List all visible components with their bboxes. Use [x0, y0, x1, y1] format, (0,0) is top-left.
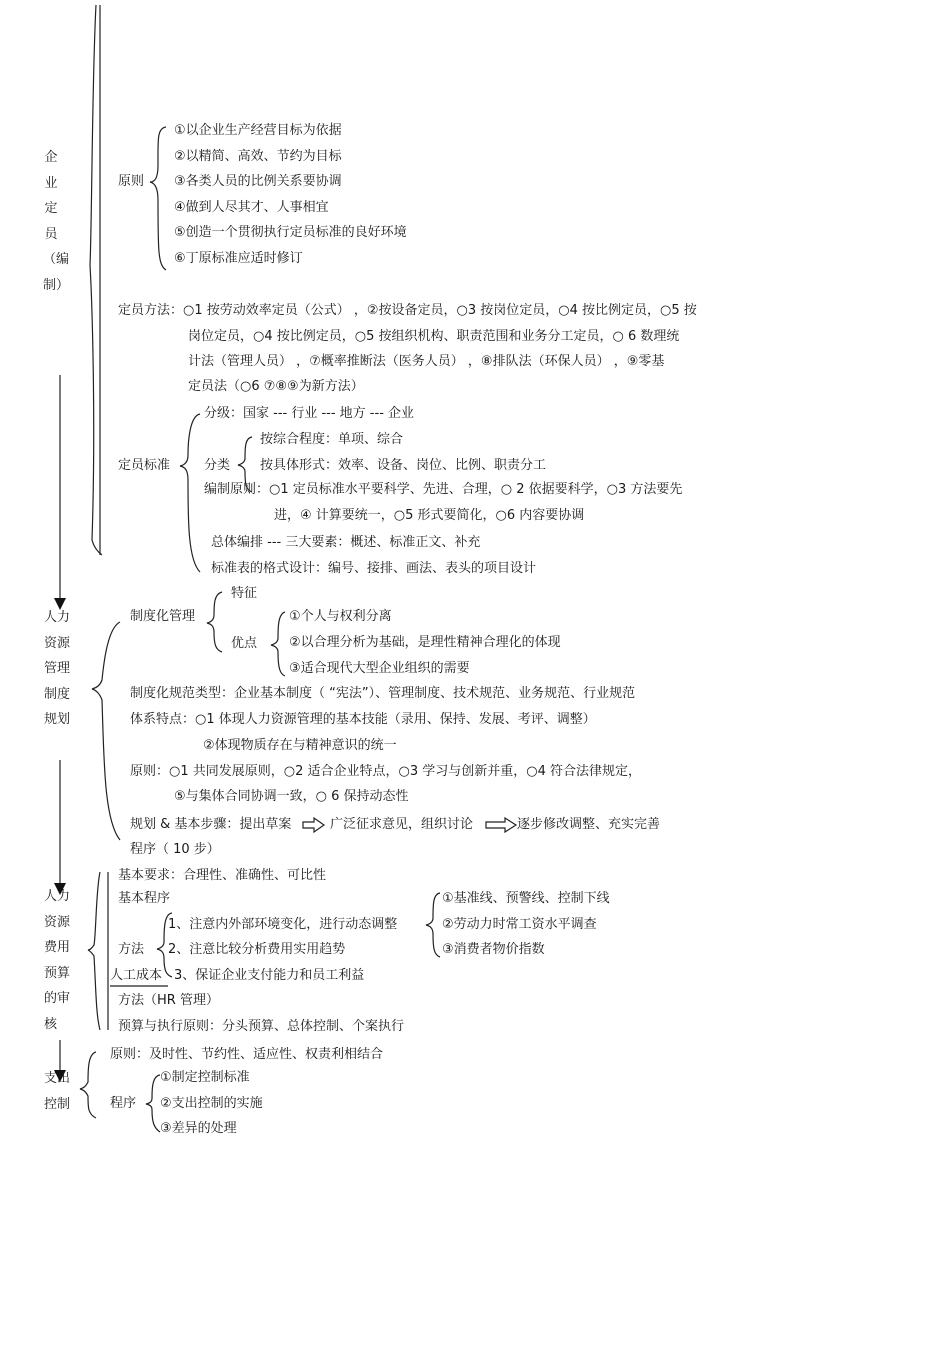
section-1-title: 企业定员（编制）: [43, 150, 70, 293]
yuanze-item: ①以企业生产经营目标为依据: [174, 123, 342, 138]
yuanze-item: ⑤创造一个贯彻执行定员标准的良好环境: [174, 225, 407, 240]
zhichu-item: ③差异的处理: [160, 1121, 237, 1136]
brace-s2: [92, 622, 120, 840]
right-item: ②劳动力时常工资水平调查: [442, 917, 597, 932]
brace-yuanze: [150, 127, 166, 270]
youdian-item: ③适合现代大型企业组织的需要: [289, 661, 470, 676]
fangfa-item: 2、注意比较分析费用实用趋势: [168, 942, 346, 957]
fangfa-item: 3、保证企业支付能力和员工利益: [174, 968, 365, 983]
geshi: 标准表的格式设计：编号、接排、画法、表头的项目设计: [211, 561, 537, 576]
fangfa-label: 定员方法：: [118, 303, 184, 318]
zhichu-chengxu: 程序: [110, 1096, 137, 1111]
fangfa-line: 定员法（○6 ⑦⑧⑨为新方法）: [188, 379, 364, 394]
fenlei-item: 按具体形式：效率、设备、岗位、比例、职责分工: [260, 458, 547, 473]
zongti: 总体编排 --- 三大要素：概述、标准正文、补充: [211, 535, 481, 550]
brace-biaozhun: [180, 414, 200, 572]
brace-s3: [88, 872, 100, 1030]
fenji: 分级：国家 --- 行业 --- 地方 --- 企业: [204, 406, 415, 421]
yuanze-item: ⑥丁原标准应适时修订: [174, 251, 303, 266]
section-2-title: 人力资源管理制度规划: [44, 610, 71, 728]
yuanze-item: ②以精简、高效、节约为目标: [174, 149, 342, 164]
brace-right: [426, 893, 440, 957]
leixing: 制度化规范类型：企业基本制度（ “宪法”）、管理制度、技术规范、业务规范、行业规范: [130, 686, 636, 701]
buzhou-3: 逐步修改调整、充实完善: [517, 817, 661, 832]
rengong-chengben: 人工成本: [110, 968, 163, 983]
tezheng: 特征: [231, 586, 258, 601]
fangfa-item: 1、注意内外部环境变化，进行动态调整: [168, 917, 398, 932]
yuanze-2-1: 原则：○1 共同发展原则，○2 适合企业特点，○3 学习与创新并重，○4 符合法律规定，: [130, 764, 641, 779]
yuanze-item: ④做到人尽其才、人事相宜: [174, 200, 329, 215]
brace-youdian: [271, 612, 285, 676]
chengxu-10: 程序（ 10 步）: [130, 842, 220, 857]
zhichu-item: ②支出控制的实施: [160, 1096, 263, 1111]
right-item: ③消费者物价指数: [442, 942, 545, 957]
brace-zhidu: [207, 592, 222, 652]
zhichu-yuanze: 原则：及时性、节约性、适应性、权责利相结合: [110, 1047, 384, 1062]
buzhou-2: 广泛征求意见，组织讨论: [330, 817, 474, 832]
fenlei-label: 分类: [204, 458, 231, 473]
section-4-title: 支出控制: [44, 1071, 71, 1112]
jiben-yaoqiu: 基本要求：合理性、准确性、可比性: [118, 868, 327, 883]
youdian-item: ②以合理分析为基础，是理性精神合理化的体现: [289, 635, 561, 650]
bianzhi-line: 编制原则：○1 定员标准水平要科学、先进、合理，○ 2 依据要科学，○3 方法要先: [204, 482, 683, 497]
bianzhi-line: 进，④ 计算要统一，○5 形式要简化，○6 内容要协调: [274, 508, 585, 523]
fangfa-line: 计法（管理人员） ，⑦概率推断法（医务人员） ，⑧排队法（环保人员） ，⑨零基: [188, 354, 665, 369]
hollow-arrow-1: [303, 818, 324, 832]
zhiduhua-label: 制度化管理: [130, 609, 196, 624]
biaozhun-label: 定员标准: [118, 458, 171, 473]
jiben-chengxu: 基本程序: [118, 891, 171, 906]
tedian-2: ②体现物质存在与精神意识的统一: [203, 738, 397, 753]
youdian: 优点: [231, 636, 258, 651]
fangfa-line: ○1 按劳动效率定员（公式） ，②按设备定员，○3 按岗位定员，○4 按比例定员，○5 按: [183, 303, 697, 318]
yuanze-label: 原则: [118, 174, 145, 189]
brace-s4: [80, 1052, 96, 1118]
yuanze-2-2: ⑤与集体合同协调一致，○ 6 保持动态性: [174, 789, 409, 804]
fangfa-hr: 方法（HR 管理）: [118, 993, 219, 1008]
section-3-title: 人力资源费用预算的审核: [44, 889, 71, 1032]
fangfa-line: 岗位定员，○4 按比例定员，○5 按组织机构、职责范围和业务分工定员，○ 6 数理统: [188, 329, 680, 344]
fangfa-3: 方法: [118, 942, 145, 957]
yuanze-item: ③各类人员的比例关系要协调: [174, 174, 342, 189]
zhichu-item: ①制定控制标准: [160, 1070, 250, 1085]
right-item: ①基准线、预警线、控制下线: [442, 891, 610, 906]
buzhou-label: 规划 & 基本步骤：提出草案: [130, 817, 292, 832]
hollow-arrow-2: [486, 818, 516, 832]
brace-s4-chengxu: [146, 1075, 160, 1132]
youdian-item: ①个人与权利分离: [289, 609, 392, 624]
fenlei-item: 按综合程度：单项、综合: [260, 432, 404, 447]
tedian-1: 体系特点：○1 体现人力资源管理的基本技能（录用、保持、发展、考评、调整）: [130, 712, 596, 727]
yusuan-yuanze: 预算与执行原则：分头预算、总体控制、个案执行: [118, 1019, 405, 1034]
